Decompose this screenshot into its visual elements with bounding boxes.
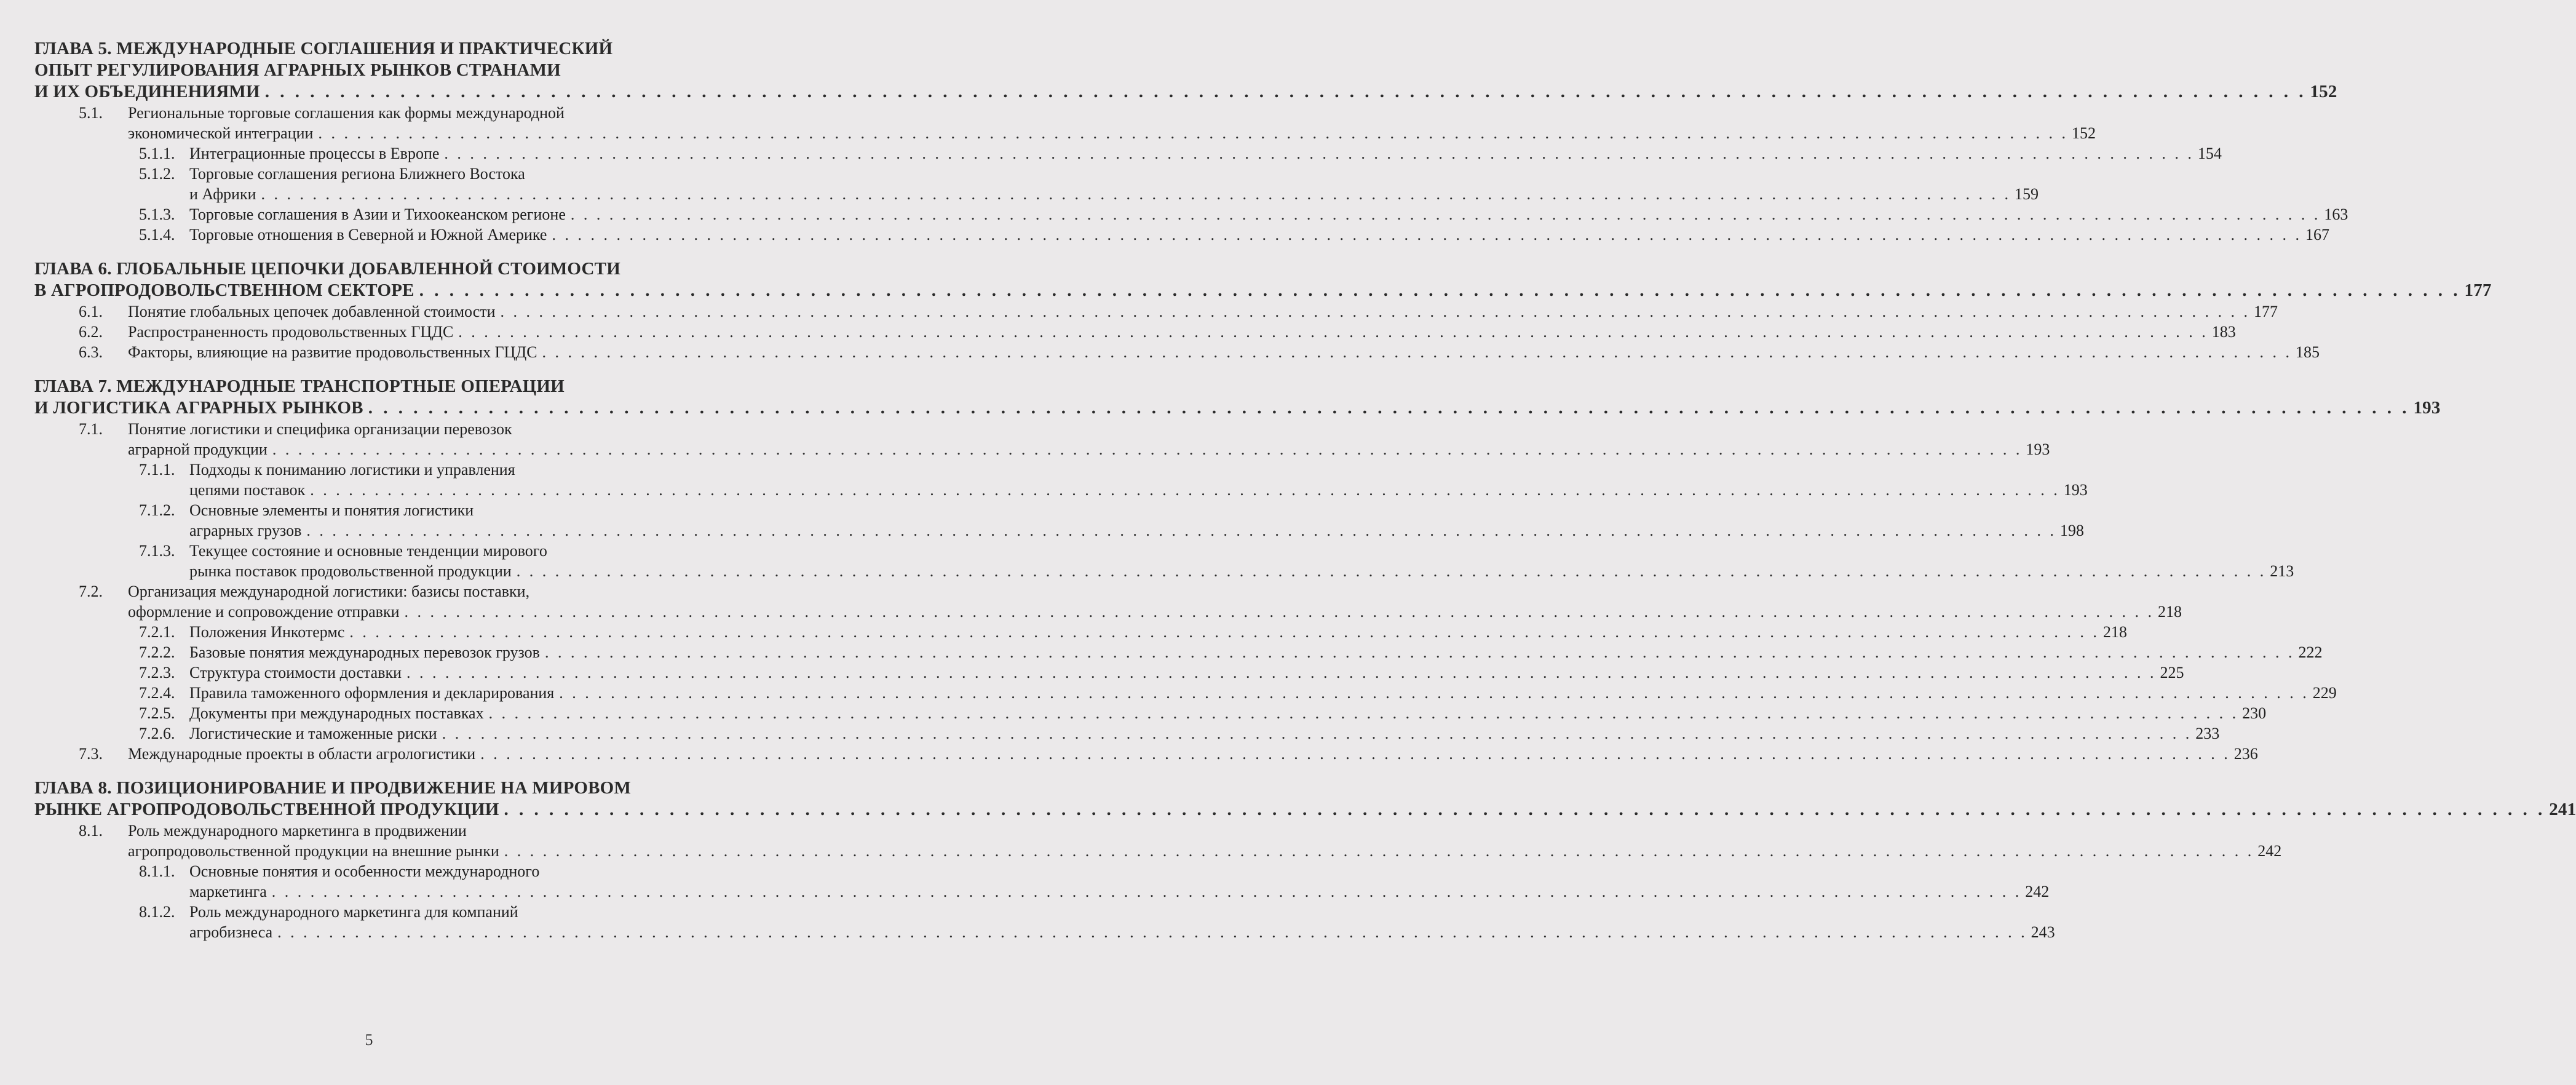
toc-line-text: Логистические и таможенные риски <box>189 725 437 742</box>
chapter-heading-line: ГЛАВА 5. МЕЖДУНАРОДНЫЕ СОГЛАШЕНИЯ И ПРАКТИЧЕСКИЙ <box>34 39 613 58</box>
section-title <box>189 703 2266 723</box>
chapter-heading-line: ОПЫТ РЕГУЛИРОВАНИЯ АГРАРНЫХ РЫНКОВ СТРАНАМИ <box>34 60 561 80</box>
section-title <box>189 541 2294 581</box>
section-title <box>128 744 2258 764</box>
toc-entry[interactable] <box>34 301 2278 322</box>
leader-dots <box>306 520 2056 541</box>
section-title-line: Торговые соглашения региона Ближнего Востока <box>189 165 525 183</box>
section-number: 7.3. <box>79 745 103 763</box>
leader-dots <box>265 81 2307 103</box>
toc-line-text: Положения Инкотермс <box>189 623 345 641</box>
section-number: 7.1. <box>79 420 103 438</box>
section-title-line: Роль международного маркетинга для компаний <box>189 903 518 921</box>
section-title <box>128 322 2236 342</box>
toc-entry[interactable] <box>34 861 2050 902</box>
section-title <box>189 225 2329 245</box>
leader-dots <box>458 322 2208 342</box>
toc-entry[interactable] <box>34 225 2329 245</box>
toc-entry[interactable] <box>34 164 2039 204</box>
section-title-line: Основные элементы и понятия логистики <box>189 501 474 519</box>
chapter-heading-line: ГЛАВА 6. ГЛОБАЛЬНЫЕ ЦЕПОЧКИ ДОБАВЛЕННОЙ СТОИМОСТИ <box>34 259 620 279</box>
leader-dots <box>489 703 2239 723</box>
leader-dots <box>559 683 2309 703</box>
toc-page-number: 159 <box>2015 185 2039 203</box>
toc-line <box>189 922 2055 942</box>
leader-dots <box>501 301 2251 322</box>
section-number: 5.1.3. <box>139 205 175 223</box>
toc-line <box>34 397 2441 419</box>
toc-entry[interactable] <box>34 723 2220 744</box>
section-title-line: Основные понятия и особенности международного <box>189 862 540 880</box>
section-number: 7.1.2. <box>139 501 175 519</box>
section-title <box>189 662 2184 683</box>
leader-dots <box>442 723 2192 744</box>
section-number: 8.1.2. <box>139 903 175 921</box>
chapter-heading[interactable] <box>34 376 2441 419</box>
toc-line <box>189 204 2348 225</box>
toc-line <box>189 520 2084 541</box>
toc-line-text: Правила таможенного оформления и декларирования <box>189 684 555 702</box>
chapter-heading-line: ГЛАВА 7. МЕЖДУНАРОДНЫЕ ТРАНСПОРТНЫЕ ОПЕРАЦИИ <box>34 376 565 396</box>
toc-line-text: И ЛОГИСТИКА АГРАРНЫХ РЫНКОВ <box>34 398 363 418</box>
section-number: 8.1.1. <box>139 862 175 880</box>
toc-entry[interactable] <box>34 642 2323 662</box>
toc-page-number: 218 <box>2158 603 2182 621</box>
section-number: 5.1.2. <box>139 165 175 183</box>
toc-line <box>128 602 2182 622</box>
leader-dots <box>272 881 2022 902</box>
chapter-group <box>34 777 2576 942</box>
leader-dots <box>552 225 2302 245</box>
toc-page-number: 222 <box>2298 643 2323 661</box>
table-of-contents <box>34 38 2576 942</box>
toc-page-number: 241 <box>2549 800 2576 819</box>
chapter-heading[interactable] <box>34 38 2337 103</box>
toc-line <box>128 123 2096 143</box>
toc-page-number: 225 <box>2160 664 2184 682</box>
toc-entry[interactable] <box>34 821 2282 861</box>
toc-line-text: рынка поставок продовольственной продукции <box>189 562 512 580</box>
toc-line <box>34 799 2576 821</box>
toc-entry[interactable] <box>34 103 2096 143</box>
toc-line-text: экономической интеграции <box>128 124 314 142</box>
section-title-line: Роль международного маркетинга в продвижении <box>128 822 467 840</box>
section-number: 6.3. <box>79 343 103 361</box>
toc-page-number: 236 <box>2233 745 2258 763</box>
section-number: 6.1. <box>79 303 103 320</box>
toc-line <box>189 683 2337 703</box>
toc-line <box>189 723 2219 744</box>
toc-page-number: 242 <box>2257 842 2282 860</box>
leader-dots <box>261 184 2011 204</box>
toc-line <box>128 744 2258 764</box>
section-title-line: Текущее состояние и основные тенденции мирового <box>189 542 547 560</box>
toc-entry[interactable] <box>34 204 2348 225</box>
toc-line-text: и Африки <box>189 185 256 203</box>
toc-entry[interactable] <box>34 143 2222 164</box>
toc-line <box>34 280 2492 301</box>
leader-dots <box>504 841 2254 861</box>
toc-line-text: Торговые отношения в Северной и Южной Америке <box>189 226 547 244</box>
toc-page-number: 218 <box>2102 623 2127 641</box>
leader-dots <box>517 561 2267 581</box>
section-title <box>128 103 2096 143</box>
toc-line <box>189 480 2088 500</box>
toc-line <box>128 301 2278 322</box>
toc-page-number: 198 <box>2059 522 2084 539</box>
toc-line <box>128 439 2050 459</box>
toc-page-number: 154 <box>2197 145 2222 162</box>
leader-dots <box>545 642 2295 662</box>
section-number: 7.2.4. <box>139 684 175 702</box>
chapter-heading[interactable] <box>34 777 2576 821</box>
leader-dots <box>480 744 2230 764</box>
toc-line-text: Факторы, влияющие на развитие продовольственных ГЦДС <box>128 343 537 361</box>
section-number: 7.1.1. <box>139 461 175 479</box>
leader-dots <box>277 922 2027 942</box>
page-number: 5 <box>365 1031 373 1049</box>
toc-line <box>189 184 2039 204</box>
toc-line <box>189 143 2222 164</box>
toc-line <box>128 322 2236 342</box>
section-number: 5.1. <box>79 104 103 122</box>
section-number: 7.2.2. <box>139 643 175 661</box>
toc-line-text: Международные проекты в области агрологистики <box>128 745 476 763</box>
section-title <box>189 459 2088 500</box>
toc-line <box>128 841 2281 861</box>
toc-entry[interactable] <box>34 662 2184 683</box>
section-number: 7.2. <box>79 582 103 600</box>
section-number: 7.1.3. <box>139 542 175 560</box>
leader-dots <box>444 143 2194 164</box>
toc-entry[interactable] <box>34 744 2258 764</box>
toc-line-text: аграрных грузов <box>189 522 302 539</box>
leader-dots <box>419 280 2461 301</box>
leader-dots <box>542 342 2293 362</box>
section-title-line: Понятие логистики и специфика организации перевозок <box>128 420 512 438</box>
toc-entry[interactable] <box>34 581 2182 622</box>
toc-line <box>189 662 2184 683</box>
toc-line-text: агропродовольственной продукции на внешние рынки <box>128 842 499 860</box>
toc-page-number: 230 <box>2242 704 2267 722</box>
leader-dots <box>349 622 2099 642</box>
chapter-group <box>34 258 2492 362</box>
section-number: 7.2.3. <box>139 664 175 682</box>
leader-dots <box>571 204 2321 225</box>
leader-dots <box>318 123 2068 143</box>
section-number: 8.1. <box>79 822 103 840</box>
toc-entry[interactable] <box>34 902 2055 942</box>
toc-page-number: 213 <box>2270 562 2294 580</box>
toc-line <box>189 642 2322 662</box>
leader-dots <box>272 439 2023 459</box>
section-title <box>189 204 2348 225</box>
toc-page-number: 163 <box>2324 205 2348 223</box>
section-title <box>128 342 2320 362</box>
toc-page-number: 185 <box>2296 343 2320 361</box>
toc-page-number: 177 <box>2464 280 2492 300</box>
section-title <box>189 861 2049 902</box>
toc-line-text: аграрной продукции <box>128 440 268 458</box>
toc-entry[interactable] <box>34 683 2337 703</box>
toc-line-text: Понятие глобальных цепочек добавленной стоимости <box>128 303 496 320</box>
section-title-line: Организация международной логистики: базисы поставки, <box>128 582 530 600</box>
leader-dots <box>405 602 2155 622</box>
section-title <box>189 902 2055 942</box>
toc-page-number: 193 <box>2063 481 2088 499</box>
chapter-heading[interactable] <box>34 258 2492 301</box>
toc-line-text: И ИХ ОБЪЕДИНЕНИЯМИ <box>34 82 260 101</box>
toc-line <box>189 225 2329 245</box>
section-title <box>189 683 2337 703</box>
toc-line-text: агробизнеса <box>189 923 273 941</box>
toc-line-text: РЫНКЕ АГРОПРОДОВОЛЬСТВЕННОЙ ПРОДУКЦИИ <box>34 800 499 819</box>
section-number: 7.2.6. <box>139 725 175 742</box>
toc-line <box>189 703 2266 723</box>
section-number: 7.2.5. <box>139 704 175 722</box>
toc-entry[interactable] <box>34 703 2267 723</box>
toc-line <box>34 81 2337 103</box>
toc-line <box>189 561 2294 581</box>
section-title-line: Региональные торговые соглашения как формы международной <box>128 104 565 122</box>
toc-entry[interactable] <box>34 342 2320 362</box>
section-number: 6.2. <box>79 323 103 341</box>
toc-page-number: 193 <box>2413 398 2441 418</box>
section-number: 7.2.1. <box>139 623 175 641</box>
section-title <box>189 143 2222 164</box>
toc-entry[interactable] <box>34 622 2127 642</box>
toc-page-number: 167 <box>2305 226 2329 244</box>
section-title <box>189 622 2127 642</box>
chapter-heading-line: ГЛАВА 8. ПОЗИЦИОНИРОВАНИЕ И ПРОДВИЖЕНИЕ НА МИРОВОМ <box>34 778 632 798</box>
toc-entry[interactable] <box>34 459 2088 500</box>
toc-line-text: цепями поставок <box>189 481 306 499</box>
section-number: 5.1.4. <box>139 226 175 244</box>
chapter-group <box>34 376 2441 764</box>
toc-line-text: Торговые соглашения в Азии и Тихоокеанском регионе <box>189 205 566 223</box>
toc-page-number: 229 <box>2312 684 2337 702</box>
toc-page-number: 183 <box>2211 323 2236 341</box>
section-title <box>189 500 2084 541</box>
toc-page-number: 152 <box>2071 124 2096 142</box>
toc-page-number: 242 <box>2025 883 2050 900</box>
toc-entry[interactable] <box>34 500 2084 541</box>
section-title <box>189 164 2039 204</box>
section-title <box>128 419 2050 459</box>
toc-page-number: 193 <box>2026 440 2050 458</box>
toc-line-text: маркетинга <box>189 883 267 900</box>
section-title-line: Подходы к пониманию логистики и управления <box>189 461 515 479</box>
toc-line-text: Структура стоимости доставки <box>189 664 402 682</box>
section-title <box>128 301 2278 322</box>
chapter-group <box>34 38 2348 245</box>
section-title <box>128 821 2281 861</box>
toc-line-text: Документы при международных поставках <box>189 704 484 722</box>
toc-page-number: 243 <box>2031 923 2055 941</box>
toc-line-text: В АГРОПРОДОВОЛЬСТВЕННОМ СЕКТОРЕ <box>34 280 414 300</box>
section-title <box>128 581 2182 622</box>
section-number: 5.1.1. <box>139 145 175 162</box>
toc-entry[interactable] <box>34 541 2294 581</box>
toc-line <box>128 342 2320 362</box>
section-title <box>189 723 2219 744</box>
toc-entry[interactable] <box>34 322 2236 342</box>
toc-line-text: Базовые понятия международных перевозок грузов <box>189 643 540 661</box>
toc-entry[interactable] <box>34 419 2050 459</box>
toc-line-text: Интеграционные процессы в Европе <box>189 145 440 162</box>
leader-dots <box>310 480 2060 500</box>
leader-dots <box>504 799 2545 821</box>
leader-dots <box>368 397 2410 419</box>
toc-line-text: Распространенность продовольственных ГЦДС <box>128 323 454 341</box>
leader-dots <box>406 662 2157 683</box>
toc-page-number: 233 <box>2195 725 2220 742</box>
toc-line <box>189 881 2049 902</box>
toc-line-text: оформление и сопровождение отправки <box>128 603 400 621</box>
toc-line <box>189 622 2127 642</box>
section-title <box>189 642 2322 662</box>
toc-page-number: 177 <box>2254 303 2278 320</box>
toc-page-number: 152 <box>2310 82 2337 101</box>
